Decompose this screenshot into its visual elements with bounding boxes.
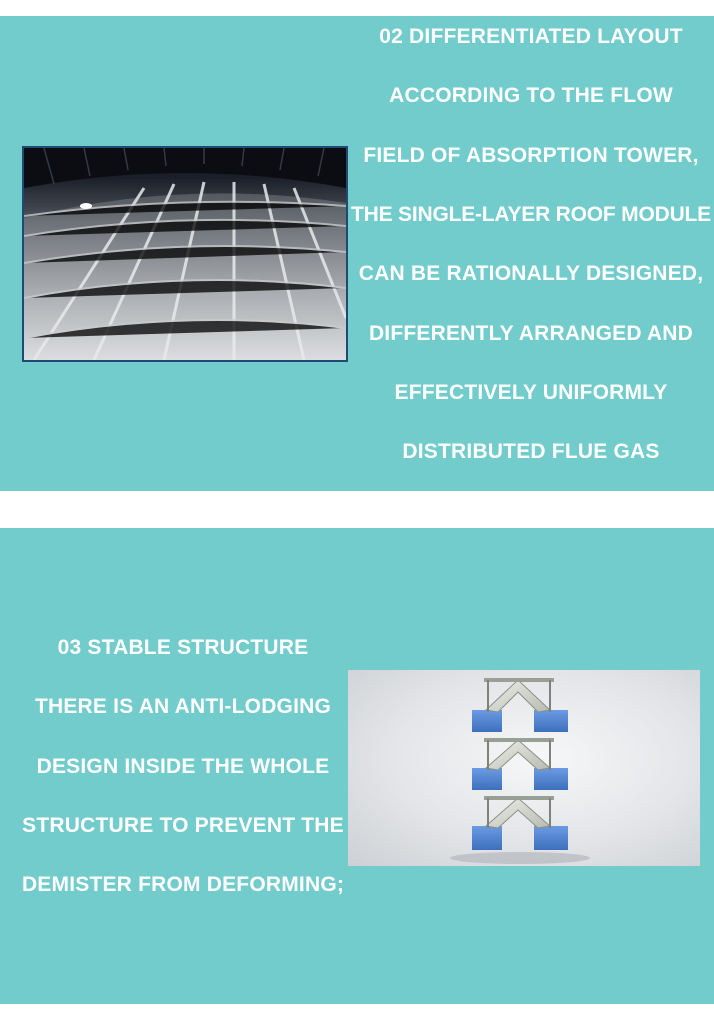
text-line: THE SINGLE-LAYER ROOF MODULE	[351, 203, 711, 226]
text-line: ACCORDING TO THE FLOW	[389, 84, 673, 107]
text-line: CAN BE RATIONALLY DESIGNED,	[358, 262, 704, 285]
text-line: DEMISTER FROM DEFORMING;	[21, 873, 345, 896]
demister-module	[472, 678, 568, 732]
text-line: FIELD OF ABSORPTION TOWER,	[363, 144, 699, 167]
absorption-tower-roof-photo	[22, 146, 348, 362]
section-stable-structure	[0, 528, 714, 1004]
roof-module-illustration	[24, 148, 346, 360]
stacked-demister-illustration	[348, 670, 700, 866]
text-line: STRUCTURE TO PREVENT THE	[22, 814, 344, 837]
demister-module	[472, 738, 568, 790]
section-heading: 03 STABLE STRUCTURE	[57, 636, 309, 659]
text-line: EFFECTIVELY UNIFORMLY	[394, 381, 668, 404]
text-line: DESIGN INSIDE THE WHOLE	[36, 755, 330, 778]
demister-module	[472, 796, 568, 850]
section-differentiated-layout	[0, 16, 714, 491]
demister-stack-photo	[348, 670, 700, 866]
section-heading: 02 DIFFERENTIATED LAYOUT	[379, 25, 683, 48]
text-line: THERE IS AN ANTI-LODGING	[34, 695, 332, 718]
text-line: DISTRIBUTED FLUE GAS	[402, 440, 660, 463]
text-line: DIFFERENTLY ARRANGED AND	[368, 322, 694, 345]
